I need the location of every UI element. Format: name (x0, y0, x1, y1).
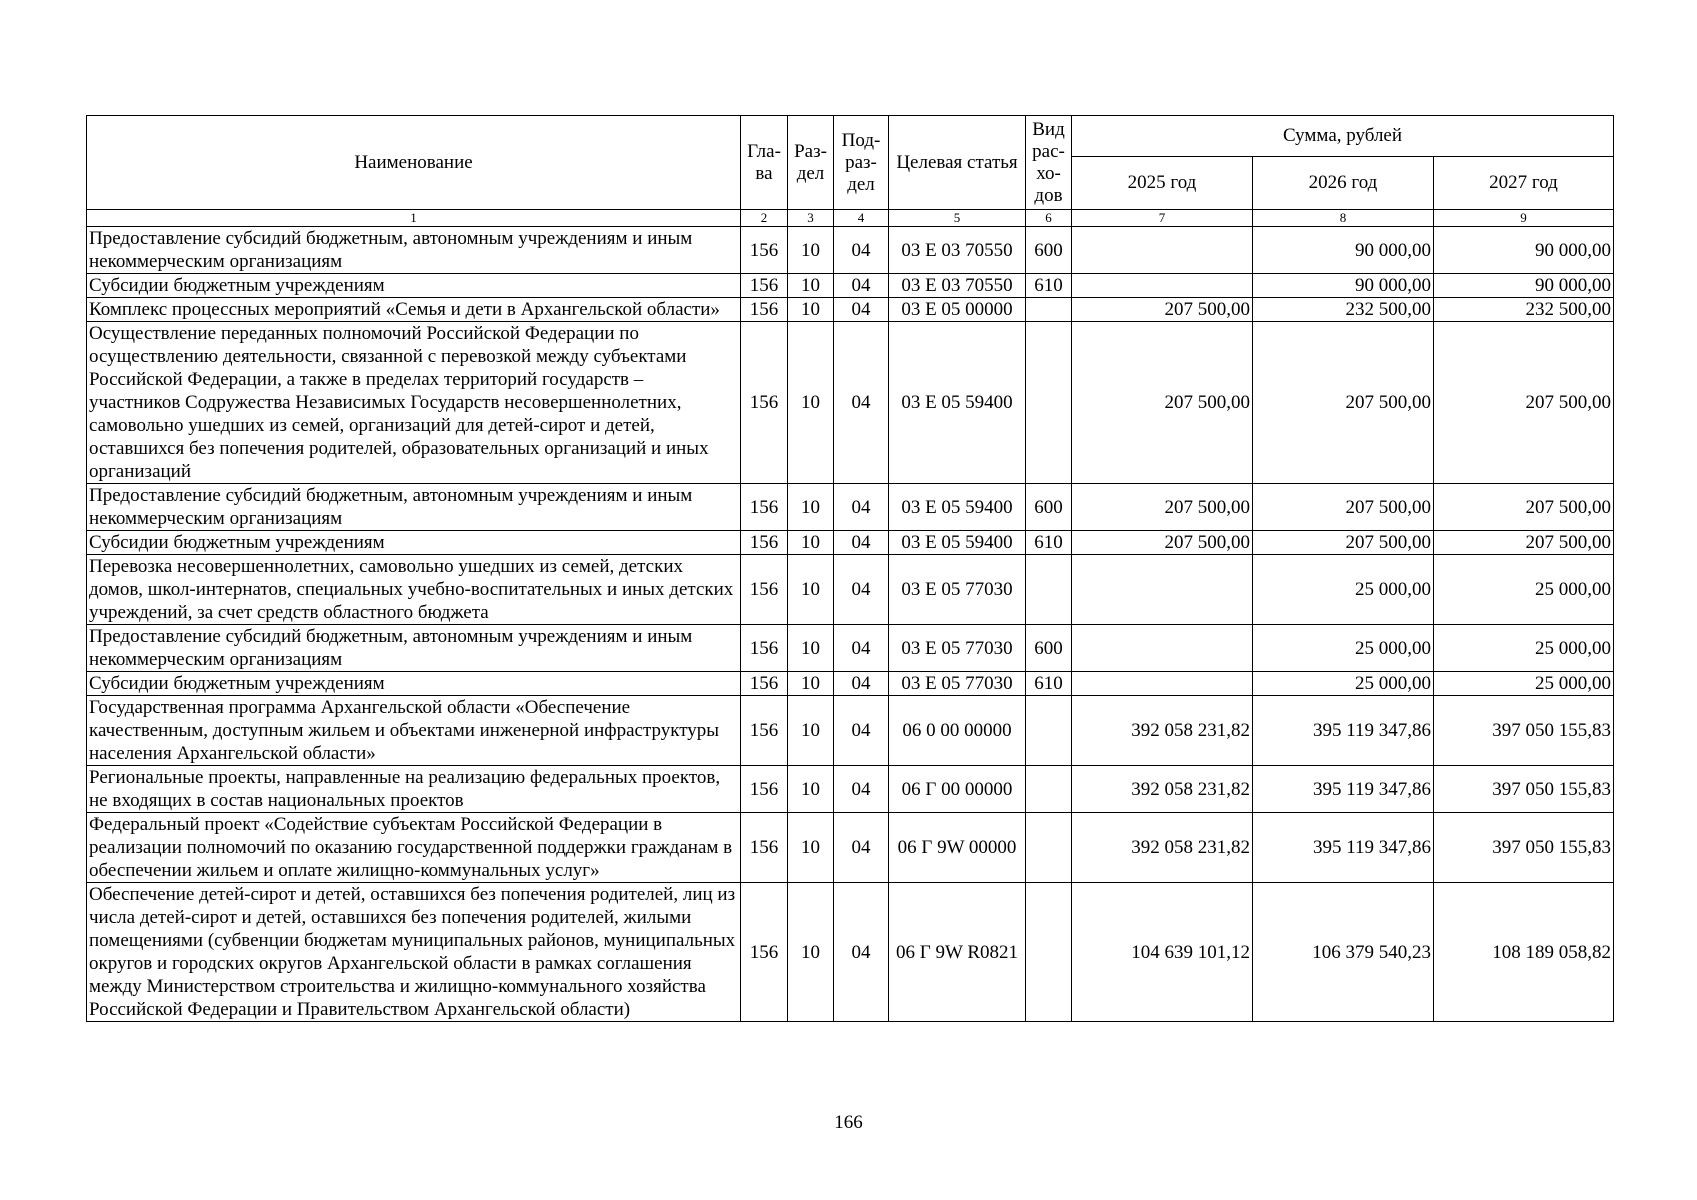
row-glava: 156 (741, 625, 788, 672)
row-amount-2026: 25 000,00 (1253, 625, 1434, 672)
row-amount-2027: 25 000,00 (1434, 555, 1614, 625)
row-podrazdel: 04 (834, 484, 889, 531)
row-vid (1026, 813, 1072, 883)
row-razdel: 10 (788, 322, 834, 484)
row-razdel: 10 (788, 227, 834, 274)
row-razdel: 10 (788, 484, 834, 531)
row-name: Субсидии бюджетным учреждениям (87, 274, 741, 298)
row-target: 06 0 00 00000 (889, 696, 1026, 766)
header-2026: 2026 год (1253, 157, 1434, 210)
row-amount-2027: 90 000,00 (1434, 227, 1614, 274)
row-name: Предоставление субсидий бюджетным, автономным учреждениям и иным некоммерческим организациям (87, 227, 741, 274)
row-razdel: 10 (788, 883, 834, 1022)
header-target: Целевая статья (889, 116, 1026, 210)
row-amount-2025: 392 058 231,82 (1072, 813, 1253, 883)
column-number: 7 (1072, 210, 1253, 227)
row-amount-2025: 104 639 101,12 (1072, 883, 1253, 1022)
column-number: 2 (741, 210, 788, 227)
row-vid (1026, 322, 1072, 484)
row-razdel: 10 (788, 298, 834, 322)
row-amount-2026: 90 000,00 (1253, 274, 1434, 298)
row-target: 03 Е 05 77030 (889, 555, 1026, 625)
row-razdel: 10 (788, 766, 834, 813)
row-vid: 610 (1026, 274, 1072, 298)
row-amount-2027: 232 500,00 (1434, 298, 1614, 322)
row-glava: 156 (741, 298, 788, 322)
row-glava: 156 (741, 274, 788, 298)
header-2025: 2025 год (1072, 157, 1253, 210)
row-vid: 600 (1026, 625, 1072, 672)
row-podrazdel: 04 (834, 625, 889, 672)
page-number: 166 (834, 1112, 863, 1133)
header-sum: Сумма, рублей (1072, 116, 1614, 157)
header-razdel: Раз-дел (788, 116, 834, 210)
row-amount-2027: 90 000,00 (1434, 274, 1614, 298)
row-amount-2027: 25 000,00 (1434, 672, 1614, 696)
row-vid (1026, 696, 1072, 766)
row-glava: 156 (741, 672, 788, 696)
row-amount-2025 (1072, 555, 1253, 625)
table-row (87, 625, 1614, 672)
row-vid: 600 (1026, 227, 1072, 274)
table-row (87, 555, 1614, 625)
row-name: Государственная программа Архангельской области «Обеспечение качественным, доступным жильем и объектами инженерной инфраструктуры населения Архангельской области» (87, 696, 741, 766)
row-amount-2026: 395 119 347,86 (1253, 766, 1434, 813)
row-glava: 156 (741, 766, 788, 813)
table-row (87, 813, 1614, 883)
row-razdel: 10 (788, 813, 834, 883)
row-target: 06 Г 9W R0821 (889, 883, 1026, 1022)
table-row (87, 227, 1614, 274)
row-vid (1026, 555, 1072, 625)
row-target: 03 Е 05 59400 (889, 322, 1026, 484)
row-amount-2026: 395 119 347,86 (1253, 696, 1434, 766)
row-name: Осуществление переданных полномочий Российской Федерации по осуществлению деятельности, связанной с перевозкой между субъектами Российской Федерации, а также в пределах территорий государств – участников Содружества Независимых Государств несовершеннолетних, самовольно ушедших из семей, организаций для детей-сирот и детей, оставшихся без попечения родителей, образовательных организаций и иных организаций (87, 322, 741, 484)
column-number: 6 (1026, 210, 1072, 227)
row-name: Предоставление субсидий бюджетным, автономным учреждениям и иным некоммерческим организациям (87, 484, 741, 531)
row-vid: 610 (1026, 531, 1072, 555)
header-name: Наименование (87, 116, 741, 210)
table-row (87, 672, 1614, 696)
table-row (87, 298, 1614, 322)
row-target: 06 Г 00 00000 (889, 766, 1026, 813)
row-glava: 156 (741, 227, 788, 274)
row-podrazdel: 04 (834, 227, 889, 274)
row-amount-2026: 90 000,00 (1253, 227, 1434, 274)
row-vid: 600 (1026, 484, 1072, 531)
row-name: Федеральный проект «Содействие субъектам Российской Федерации в реализации полномочий по оказанию государственной поддержки гражданам в обеспечении жильем и оплате жилищно-коммунальных услуг» (87, 813, 741, 883)
header-glava: Гла-ва (741, 116, 788, 210)
row-amount-2025: 207 500,00 (1072, 531, 1253, 555)
row-amount-2026: 232 500,00 (1253, 298, 1434, 322)
row-podrazdel: 04 (834, 274, 889, 298)
row-amount-2025: 392 058 231,82 (1072, 766, 1253, 813)
row-podrazdel: 04 (834, 883, 889, 1022)
column-number: 5 (889, 210, 1026, 227)
row-name: Предоставление субсидий бюджетным, автономным учреждениям и иным некоммерческим организациям (87, 625, 741, 672)
column-number: 1 (87, 210, 741, 227)
row-amount-2025 (1072, 227, 1253, 274)
column-number: 3 (788, 210, 834, 227)
row-podrazdel: 04 (834, 322, 889, 484)
table-row (87, 274, 1614, 298)
row-razdel: 10 (788, 274, 834, 298)
column-number: 4 (834, 210, 889, 227)
row-target: 03 Е 05 59400 (889, 484, 1026, 531)
table-row (87, 883, 1614, 1022)
row-glava: 156 (741, 555, 788, 625)
column-number: 9 (1434, 210, 1614, 227)
row-amount-2026: 395 119 347,86 (1253, 813, 1434, 883)
table-body (87, 227, 1614, 1022)
column-number: 8 (1253, 210, 1434, 227)
row-name: Комплекс процессных мероприятий «Семья и дети в Архангельской области» (87, 298, 741, 322)
row-razdel: 10 (788, 672, 834, 696)
row-amount-2026: 25 000,00 (1253, 555, 1434, 625)
column-numbers-row (87, 210, 1614, 227)
row-amount-2026: 25 000,00 (1253, 672, 1434, 696)
row-name: Субсидии бюджетным учреждениям (87, 531, 741, 555)
row-podrazdel: 04 (834, 766, 889, 813)
row-glava: 156 (741, 696, 788, 766)
row-amount-2026: 207 500,00 (1253, 484, 1434, 531)
row-target: 03 Е 05 59400 (889, 531, 1026, 555)
row-vid (1026, 766, 1072, 813)
row-name: Обеспечение детей-сирот и детей, оставшихся без попечения родителей, лиц из числа детей-сирот и детей, оставшихся без попечения родителей, жилыми помещениями (субвенции бюджетам муниципальных районов, муниципальных округов и городских округов Архангельской области в рамках соглашения между Министерством строительства и жилищно-коммунального хозяйства Российской Федерации и Правительством Архангельской области) (87, 883, 741, 1022)
row-amount-2027: 108 189 058,82 (1434, 883, 1614, 1022)
row-podrazdel: 04 (834, 531, 889, 555)
row-podrazdel: 04 (834, 555, 889, 625)
row-name: Региональные проекты, направленные на реализацию федеральных проектов, не входящих в состав национальных проектов (87, 766, 741, 813)
row-amount-2026: 106 379 540,23 (1253, 883, 1434, 1022)
row-vid (1026, 883, 1072, 1022)
row-target: 03 Е 05 77030 (889, 625, 1026, 672)
row-amount-2025 (1072, 625, 1253, 672)
header-2027: 2027 год (1434, 157, 1614, 210)
row-amount-2027: 397 050 155,83 (1434, 766, 1614, 813)
row-razdel: 10 (788, 696, 834, 766)
row-podrazdel: 04 (834, 298, 889, 322)
row-amount-2027: 397 050 155,83 (1434, 696, 1614, 766)
row-razdel: 10 (788, 555, 834, 625)
row-amount-2026: 207 500,00 (1253, 322, 1434, 484)
row-razdel: 10 (788, 531, 834, 555)
row-glava: 156 (741, 531, 788, 555)
row-amount-2025: 392 058 231,82 (1072, 696, 1253, 766)
header-vid: Вид рас-хо-дов (1026, 116, 1072, 210)
row-name: Перевозка несовершеннолетних, самовольно ушедших из семей, детских домов, школ-интернатов, специальных учебно-воспитательных и иных детских учреждений, за счет средств областного бюджета (87, 555, 741, 625)
row-target: 03 Е 05 77030 (889, 672, 1026, 696)
row-podrazdel: 04 (834, 813, 889, 883)
table-row (87, 531, 1614, 555)
row-glava: 156 (741, 484, 788, 531)
row-amount-2027: 25 000,00 (1434, 625, 1614, 672)
row-vid: 610 (1026, 672, 1072, 696)
row-razdel: 10 (788, 625, 834, 672)
row-amount-2027: 397 050 155,83 (1434, 813, 1614, 883)
header-podrazdel: Под-раз-дел (834, 116, 889, 210)
row-target: 06 Г 9W 00000 (889, 813, 1026, 883)
row-glava: 156 (741, 883, 788, 1022)
table-row (87, 766, 1614, 813)
row-glava: 156 (741, 813, 788, 883)
row-amount-2027: 207 500,00 (1434, 531, 1614, 555)
row-amount-2027: 207 500,00 (1434, 484, 1614, 531)
row-amount-2025 (1072, 672, 1253, 696)
row-target: 03 Е 05 00000 (889, 298, 1026, 322)
row-amount-2026: 207 500,00 (1253, 531, 1434, 555)
row-podrazdel: 04 (834, 672, 889, 696)
row-amount-2025: 207 500,00 (1072, 322, 1253, 484)
table-row (87, 484, 1614, 531)
row-amount-2027: 207 500,00 (1434, 322, 1614, 484)
row-target: 03 Е 03 70550 (889, 227, 1026, 274)
row-target: 03 Е 03 70550 (889, 274, 1026, 298)
row-amount-2025 (1072, 274, 1253, 298)
row-amount-2025: 207 500,00 (1072, 298, 1253, 322)
row-podrazdel: 04 (834, 696, 889, 766)
row-amount-2025: 207 500,00 (1072, 484, 1253, 531)
row-vid (1026, 298, 1072, 322)
row-glava: 156 (741, 322, 788, 484)
row-name: Субсидии бюджетным учреждениям (87, 672, 741, 696)
table-row (87, 696, 1614, 766)
budget-table (86, 115, 1614, 1022)
table-row (87, 322, 1614, 484)
